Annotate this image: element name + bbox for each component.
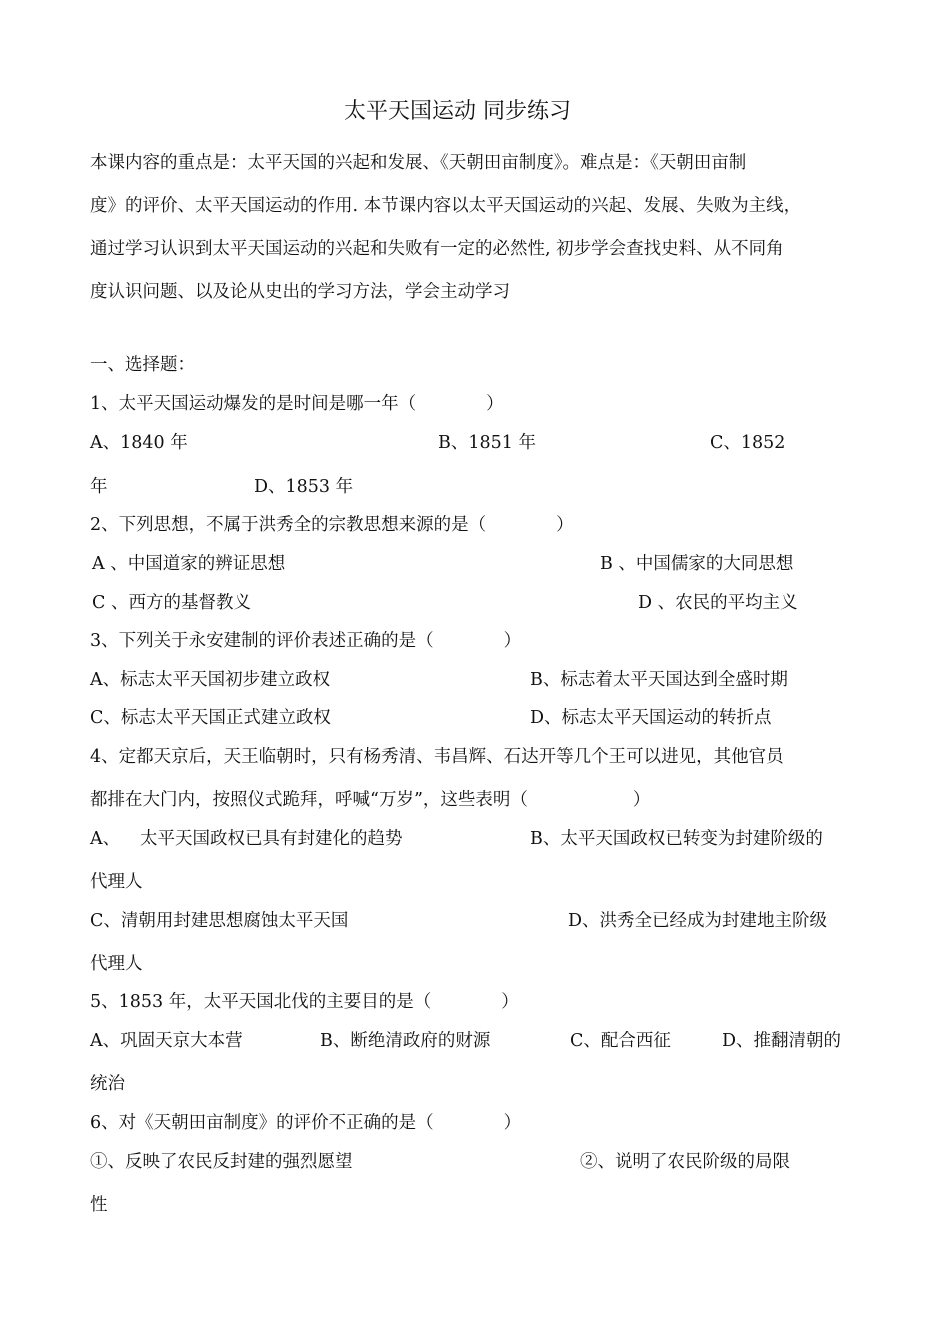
option-a: A 、中国道家的辨证思想 — [92, 554, 286, 574]
question-stem: 6、对《天朝田亩制度》的评价不正确的是（ ） — [90, 1113, 522, 1133]
option-d-continuation: 统治 — [90, 1074, 125, 1094]
statement-2-continuation: 性 — [90, 1195, 108, 1215]
option-b: B、标志着太平天国达到全盛时期 — [530, 670, 788, 690]
option-d: D、洪秀全已经成为封建地主阶级 — [568, 911, 828, 931]
option-c: C、清朝用封建思想腐蚀太平天国 — [90, 911, 349, 931]
question-stem: 4、定都天京后，天王临朝时，只有杨秀清、韦昌辉、石达开等几个王可以进见，其他官员 — [90, 747, 784, 767]
section-heading: 一、选择题： — [90, 355, 195, 375]
option-d: D、推翻清朝的 — [722, 1031, 842, 1051]
option-d: D、标志太平天国运动的转折点 — [530, 708, 772, 728]
option-a: A、1840 年 — [90, 433, 188, 453]
option-d: D、1853 年 — [254, 477, 354, 497]
option-d: D 、农民的平均主义 — [638, 593, 798, 613]
option-c: C 、西方的基督教义 — [92, 593, 251, 613]
intro-line: 本课内容的重点是：太平天国的兴起和发展、《天朝田亩制度》。难点是：《天朝田亩制 — [90, 153, 747, 173]
question-stem-continuation: 都排在大门内，按照仪式跪拜，呼喊“万岁”，这些表明（ ） — [90, 790, 651, 810]
option-a: A、标志太平天国初步建立政权 — [90, 670, 331, 690]
question-stem: 5、1853 年，太平天国北伐的主要目的是（ ） — [90, 992, 519, 1012]
statement-2: ②、说明了农民阶级的局限 — [580, 1152, 790, 1172]
statement-1: ①、反映了农民反封建的强烈愿望 — [90, 1152, 353, 1172]
option-c-continuation: 年 — [90, 477, 108, 497]
page-title: 太平天国运动 同步练习 — [344, 99, 571, 124]
option-b: B、断绝清政府的财源 — [320, 1031, 491, 1051]
question-stem: 2、下列思想，不属于洪秀全的宗教思想来源的是（ ） — [90, 515, 574, 535]
intro-line: 通过学习认识到太平天国运动的兴起和失败有一定的必然性, 初步学会查找史料、从不同角 — [90, 239, 784, 259]
question-stem: 3、下列关于永安建制的评价表述正确的是（ ） — [90, 631, 522, 651]
intro-line: 度》的评价、太平天国运动的作用. 本节课内容以太平天国运动的兴起、发展、失败为主线， — [90, 196, 802, 216]
option-c: C、1852 — [710, 433, 786, 453]
option-d-continuation: 代理人 — [90, 954, 143, 974]
option-a-label: A、 — [90, 829, 121, 849]
option-c: C、标志太平天国正式建立政权 — [90, 708, 331, 728]
option-b: B、1851 年 — [438, 433, 536, 453]
question-stem: 1、太平天国运动爆发的是时间是哪一年（ ） — [90, 394, 504, 414]
option-b: B、太平天国政权已转变为封建阶级的 — [530, 829, 823, 849]
option-b-continuation: 代理人 — [90, 872, 143, 892]
intro-line: 度认识问题、以及论从史出的学习方法，学会主动学习 — [90, 282, 510, 302]
option-b: B 、中国儒家的大同思想 — [600, 554, 794, 574]
option-a: 太平天国政权已具有封建化的趋势 — [140, 829, 403, 849]
option-c: C、配合西征 — [570, 1031, 671, 1051]
option-a: A、巩固天京大本营 — [90, 1031, 243, 1051]
